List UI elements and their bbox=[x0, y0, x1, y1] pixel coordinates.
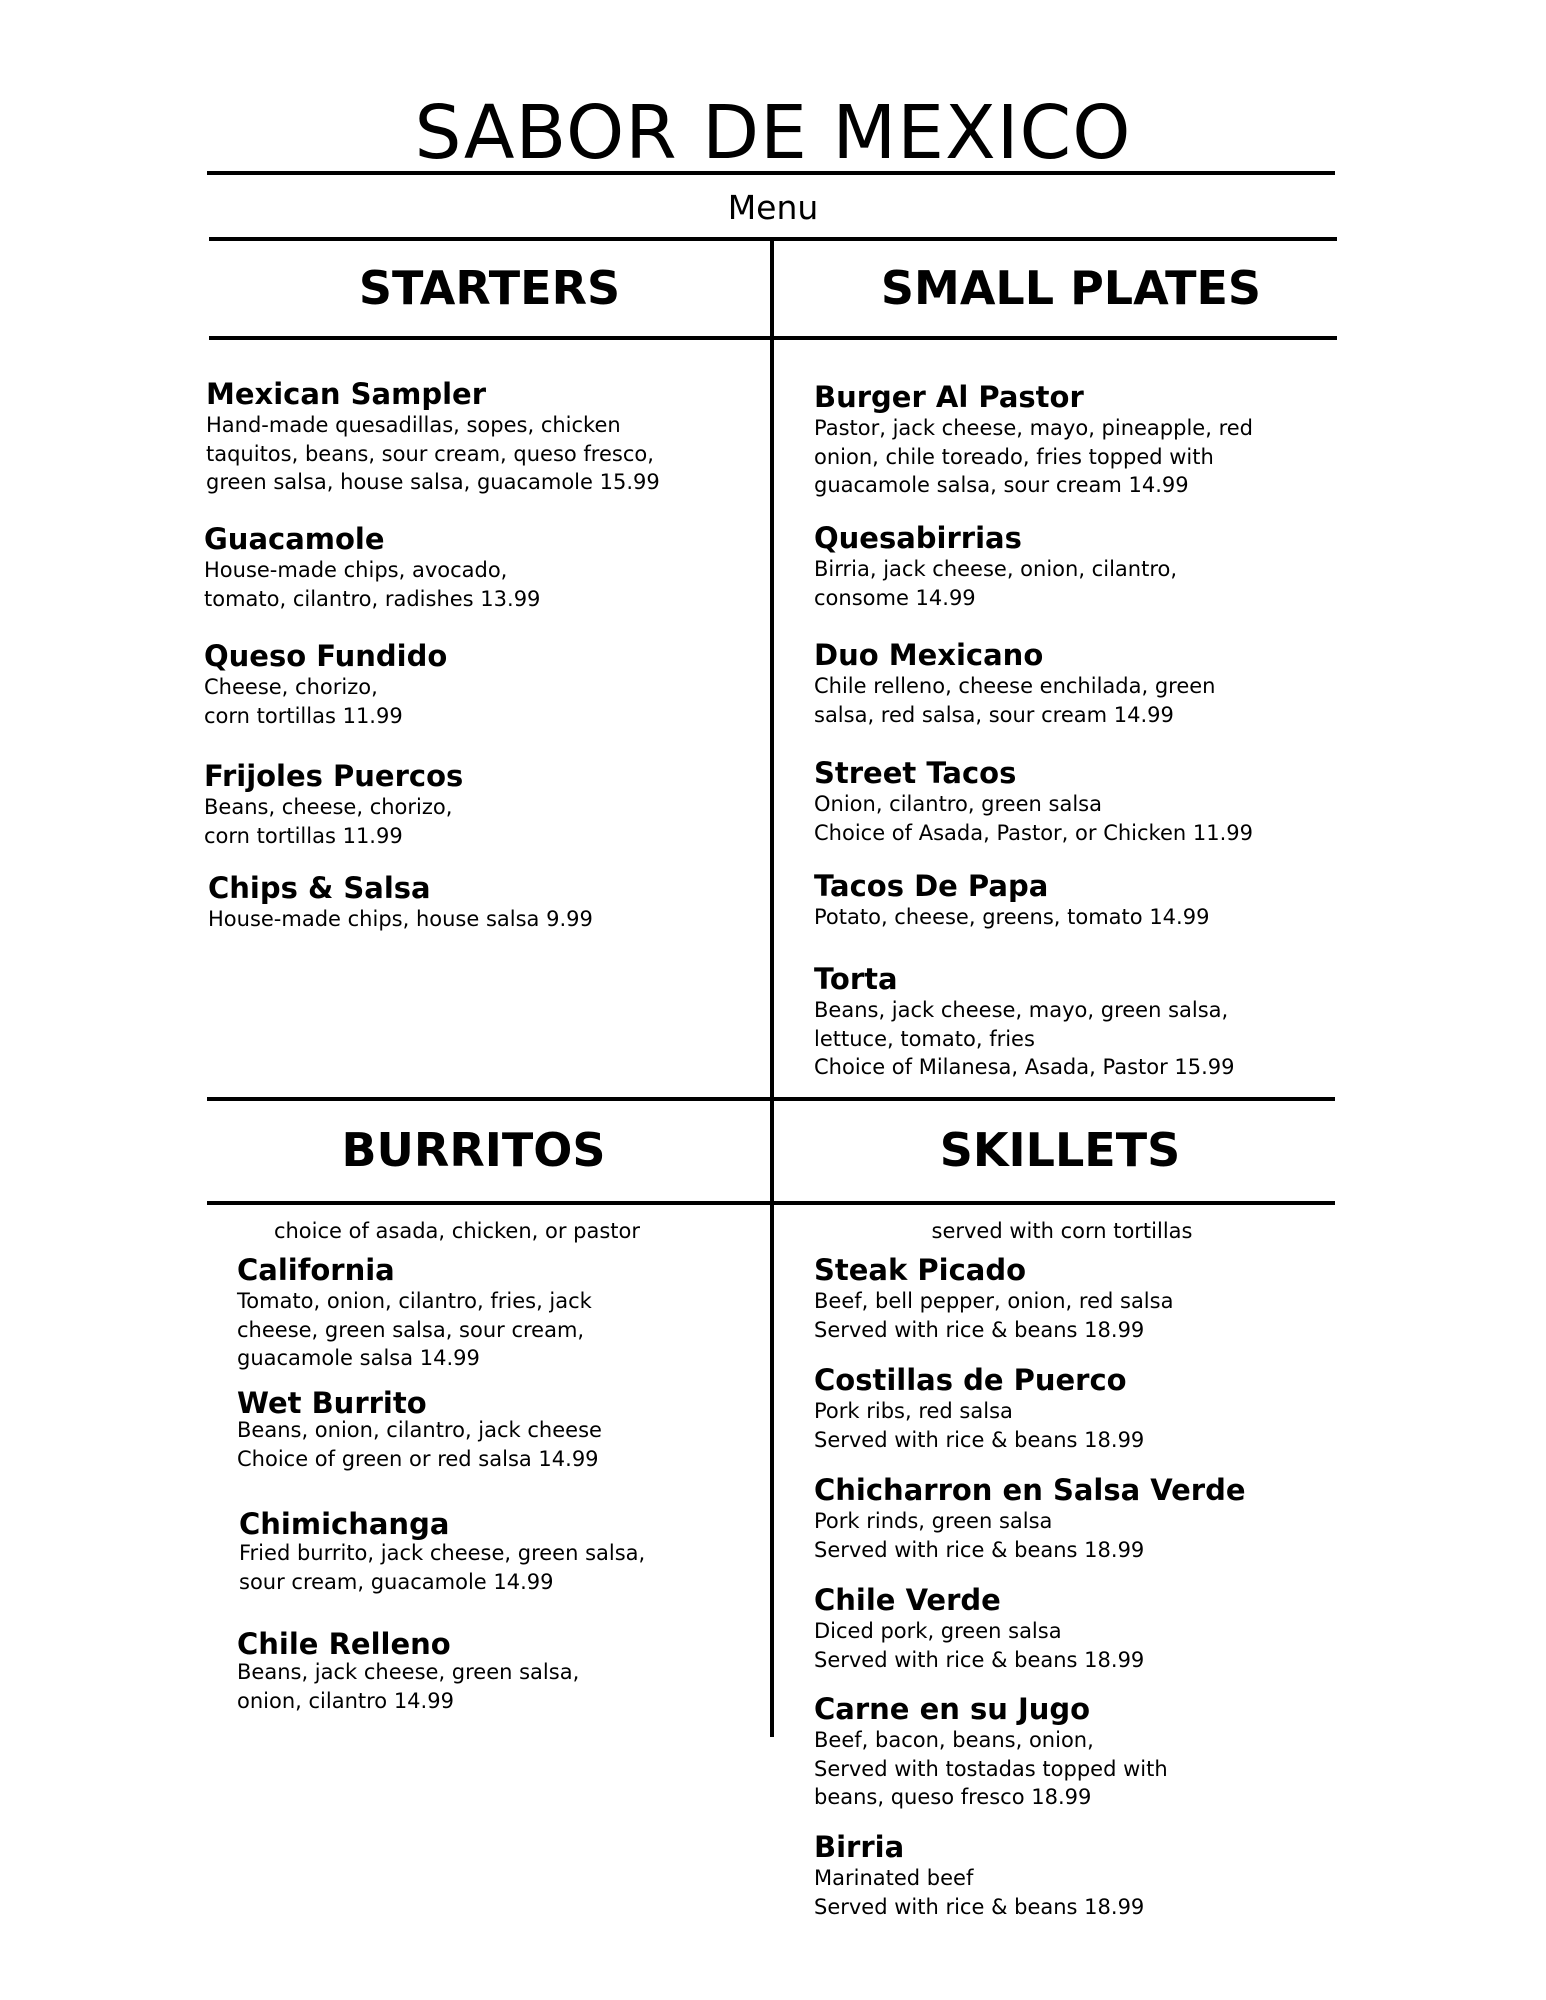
item-name: Carne en su Jugo bbox=[814, 1692, 1091, 1726]
menu-item bbox=[204, 522, 674, 613]
item-name: Street Tacos bbox=[814, 756, 1017, 790]
item-name: Mexican Sampler bbox=[206, 377, 487, 411]
item-name: California bbox=[237, 1253, 395, 1287]
item-description: tomato, cilantro, radishes 13.99 bbox=[204, 586, 541, 611]
item-name: Birria bbox=[814, 1830, 905, 1864]
item-name: Chips & Salsa bbox=[208, 871, 431, 905]
item-description: sour cream, guacamole 14.99 bbox=[239, 1569, 554, 1594]
column-divider bbox=[770, 239, 774, 1737]
skillets-note: served with corn tortillas bbox=[931, 1219, 1193, 1243]
item-description: House-made chips, avocado, bbox=[204, 558, 508, 582]
item-description: Tomato, onion, cilantro, fries, jack bbox=[237, 1289, 592, 1313]
item-name: Wet Burrito bbox=[237, 1386, 427, 1420]
middle-divider bbox=[207, 1097, 1335, 1101]
menu-item bbox=[814, 869, 1284, 932]
skillets-heading: SKILLETS bbox=[939, 1123, 1181, 1177]
item-name: Guacamole bbox=[204, 522, 385, 556]
item-description: guacamole salsa, sour cream 14.99 bbox=[814, 473, 1189, 497]
item-description: Served with rice & beans 18.99 bbox=[814, 1317, 1145, 1342]
menu-subtitle: Menu bbox=[727, 188, 819, 227]
item-description: guacamole salsa 14.99 bbox=[237, 1346, 480, 1370]
item-name: Chile Relleno bbox=[237, 1627, 451, 1661]
item-description: lettuce, tomato, fries bbox=[814, 1026, 1035, 1051]
small-plates-heading: SMALL PLATES bbox=[880, 261, 1262, 315]
restaurant-name: SABOR DE MEXICO bbox=[414, 90, 1132, 176]
item-description: green salsa, house salsa, guacamole 15.99 bbox=[206, 470, 660, 494]
item-description: Potato, cheese, greens, tomato 14.99 bbox=[814, 905, 1210, 929]
item-description: Served with rice & beans 18.99 bbox=[814, 1647, 1145, 1672]
item-description: Beans, jack cheese, green salsa, bbox=[237, 1660, 580, 1684]
menu-item bbox=[814, 1363, 1284, 1454]
item-description: corn tortillas 11.99 bbox=[204, 823, 403, 848]
menu-item bbox=[208, 871, 678, 934]
menu-item bbox=[814, 1253, 1284, 1344]
menu-item bbox=[237, 1386, 707, 1473]
item-description: onion, cilantro 14.99 bbox=[237, 1688, 454, 1713]
item-description: Served with tostadas topped with bbox=[814, 1756, 1168, 1781]
item-description: Beans, cheese, chorizo, bbox=[204, 795, 453, 819]
menu-item bbox=[814, 1583, 1284, 1674]
menu-item bbox=[814, 521, 1284, 612]
item-description: corn tortillas 11.99 bbox=[204, 703, 403, 728]
burritos-heading: BURRITOS bbox=[341, 1123, 606, 1177]
item-description: Cheese, chorizo, bbox=[204, 675, 378, 699]
menu-item bbox=[814, 1473, 1284, 1564]
item-name: Chile Verde bbox=[814, 1583, 1001, 1617]
item-description: Hand-made quesadillas, sopes, chicken bbox=[206, 413, 621, 437]
menu-item bbox=[237, 1253, 707, 1373]
item-description: Pastor, jack cheese, mayo, pineapple, red bbox=[814, 416, 1253, 440]
starters-heading: STARTERS bbox=[358, 261, 621, 315]
item-description: Served with rice & beans 18.99 bbox=[814, 1537, 1145, 1562]
item-description: onion, chile toreado, fries topped with bbox=[814, 444, 1214, 469]
menu-item bbox=[814, 756, 1284, 847]
item-description: Served with rice & beans 18.99 bbox=[814, 1427, 1145, 1452]
top-heading-divider bbox=[209, 336, 1337, 340]
menu-item bbox=[814, 1830, 1284, 1921]
menu-item bbox=[814, 380, 1284, 500]
item-description: Beef, bacon, beans, onion, bbox=[814, 1728, 1094, 1752]
burritos-note: choice of asada, chicken, or pastor bbox=[273, 1219, 641, 1243]
item-description: House-made chips, house salsa 9.99 bbox=[208, 907, 593, 931]
menu-item bbox=[204, 639, 674, 730]
item-name: Chicharron en Salsa Verde bbox=[814, 1473, 1246, 1507]
menu-item bbox=[239, 1509, 709, 1596]
bottom-heading-divider bbox=[207, 1201, 1335, 1205]
item-description: Beans, jack cheese, mayo, green salsa, bbox=[814, 998, 1229, 1022]
menu-item bbox=[814, 1692, 1284, 1812]
title-divider bbox=[207, 171, 1335, 175]
item-name: Costillas de Puerco bbox=[814, 1363, 1127, 1397]
item-description: salsa, red salsa, sour cream 14.99 bbox=[814, 702, 1174, 727]
item-description: Beef, bell pepper, onion, red salsa bbox=[814, 1289, 1174, 1313]
item-description: taquitos, beans, sour cream, queso fresco, bbox=[206, 441, 654, 466]
item-description: Marinated beef bbox=[814, 1866, 974, 1890]
item-description: cheese, green salsa, sour cream, bbox=[237, 1317, 585, 1342]
item-description: Served with rice & beans 18.99 bbox=[814, 1894, 1145, 1919]
item-description: Onion, cilantro, green salsa bbox=[814, 792, 1102, 816]
menu-item bbox=[204, 759, 674, 850]
item-description: beans, queso fresco 18.99 bbox=[814, 1785, 1092, 1809]
item-description: Choice of green or red salsa 14.99 bbox=[237, 1446, 599, 1471]
item-description: Chile relleno, cheese enchilada, green bbox=[814, 674, 1216, 698]
item-description: Choice of Milanesa, Asada, Pastor 15.99 bbox=[814, 1055, 1235, 1079]
item-description: Beans, onion, cilantro, jack cheese bbox=[237, 1418, 602, 1442]
item-name: Steak Picado bbox=[814, 1253, 1027, 1287]
item-name: Tacos De Papa bbox=[814, 869, 1049, 903]
item-description: Diced pork, green salsa bbox=[814, 1619, 1062, 1643]
item-description: Choice of Asada, Pastor, or Chicken 11.99 bbox=[814, 820, 1253, 845]
item-name: Torta bbox=[814, 962, 898, 996]
item-description: Pork rinds, green salsa bbox=[814, 1509, 1053, 1533]
item-description: consome 14.99 bbox=[814, 585, 976, 610]
item-description: Birria, jack cheese, onion, cilantro, bbox=[814, 557, 1178, 581]
item-description: Fried burrito, jack cheese, green salsa, bbox=[239, 1541, 646, 1565]
item-name: Frijoles Puercos bbox=[204, 759, 464, 793]
item-name: Chimichanga bbox=[239, 1507, 450, 1541]
menu-item bbox=[206, 377, 676, 497]
item-description: Pork ribs, red salsa bbox=[814, 1399, 1013, 1423]
menu-item bbox=[814, 962, 1284, 1082]
menu-item bbox=[814, 638, 1284, 729]
item-name: Queso Fundido bbox=[204, 639, 448, 673]
menu-item bbox=[237, 1627, 707, 1715]
item-name: Quesabirrias bbox=[814, 521, 1022, 555]
item-name: Burger Al Pastor bbox=[814, 380, 1084, 414]
item-name: Duo Mexicano bbox=[814, 638, 1044, 672]
